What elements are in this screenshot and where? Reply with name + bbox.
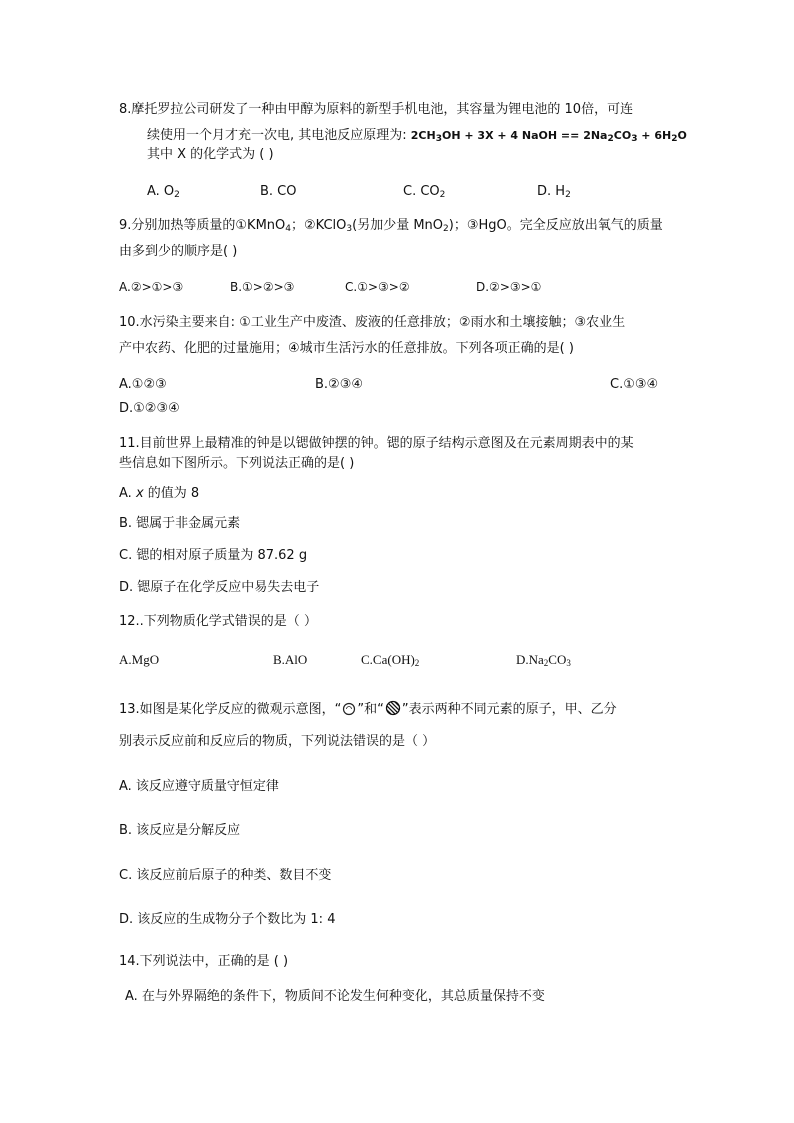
striped-atom-icon: [385, 700, 401, 721]
opt-sub: 2: [543, 658, 549, 668]
opt-sub: 2: [565, 190, 571, 200]
q9-stem-line2: 由多到少的顺序是( ): [119, 244, 238, 259]
opt-text: D. H: [537, 184, 566, 199]
q11-option-b[interactable]: B. 锶属于非金属元素: [119, 516, 241, 531]
opt-sub: 2: [414, 658, 420, 668]
q14-option-a[interactable]: A. 在与外界隔绝的条件下，物质间不论发生何种变化，其总质量保持不变: [125, 989, 545, 1004]
q10-option-a[interactable]: A.①②③: [119, 377, 167, 392]
eq-sub: 2: [671, 134, 678, 144]
q10-stem-line1: 10.水污染主要来自: ①工业生产中废渣、废液的任意排放；②雨水和土壤接触；③农业生: [119, 315, 626, 330]
q13-part: 13.如图是某化学反应的微观示意图，“: [119, 702, 342, 717]
eq-sub: 3: [435, 134, 442, 144]
q8-stem-line3: 其中 X 的化学式为 ( ): [147, 147, 274, 162]
q10-stem-line2: 产中农药、化肥的过量施用；④城市生活污水的任意排放。下列各项正确的是( ): [119, 341, 574, 356]
q10-option-b[interactable]: B.②③④: [315, 377, 364, 392]
q12-option-c[interactable]: [361, 652, 419, 668]
opt-sub: 2: [439, 190, 446, 200]
q13-option-d[interactable]: D. 该反应的生成物分子个数比为 1: 4: [119, 912, 336, 927]
q13-option-b[interactable]: B. 该反应是分解反应: [119, 823, 241, 838]
q8-option-a[interactable]: [147, 184, 180, 200]
q9-stem-line1: [119, 218, 663, 234]
q8-stem-line2: [147, 128, 687, 144]
q9-sub: 2: [443, 224, 449, 234]
opt-text: A.: [119, 486, 136, 501]
opt-text: CO: [548, 652, 567, 667]
q11-option-c[interactable]: C. 锶的相对原子质量为 87.62 g: [119, 548, 308, 563]
q11-option-d[interactable]: D. 锶原子在化学反应中易失去电子: [119, 580, 320, 595]
eq-sub: 3: [631, 134, 638, 144]
q14-stem: 14.下列说法中，正确的是 ( ): [119, 954, 289, 969]
eq-part: + 6H: [637, 129, 672, 142]
q11-stem-line2: 些信息如下图所示。下列说法正确的是( ): [119, 456, 355, 471]
q8-option-b[interactable]: B. CO: [260, 184, 297, 199]
q13-option-a[interactable]: A. 该反应遵守质量守恒定律: [119, 779, 279, 794]
q10-option-c[interactable]: C.①③④: [610, 377, 659, 392]
opt-text: 的值为 8: [143, 486, 200, 501]
eq-sub: 2: [607, 134, 614, 144]
opt-text: D.Na: [516, 652, 544, 667]
q9-part: ；②KClO: [291, 218, 347, 233]
q9-sub: 4: [285, 224, 292, 234]
opt-text: A. O: [147, 184, 175, 199]
q13-stem-line2: 别表示反应前和反应后的物质，下列说法错误的是（ ）: [119, 734, 436, 749]
q9-sub: 3: [346, 224, 353, 234]
q11-option-a[interactable]: [119, 486, 199, 502]
q10-option-d[interactable]: D.①②③④: [119, 401, 180, 416]
q9-option-a[interactable]: A.②>①>③: [119, 280, 184, 294]
q8-option-d[interactable]: [537, 184, 571, 200]
q9-option-c[interactable]: C.①>③>②: [345, 280, 410, 294]
q12-option-b[interactable]: B.AlO: [273, 652, 308, 667]
q8-stem-line1: 8.摩托罗拉公司研发了一种由甲醇为原料的新型手机电池，其容量为锂电池的 10倍，可连: [119, 102, 634, 117]
opt-text: C.Ca(OH): [361, 652, 415, 667]
eq-part: O: [677, 129, 687, 142]
q8-line2-prefix: 续使用一个月才充一次电, 其电池反应原理为:: [147, 128, 411, 143]
opt-text: C. CO: [403, 184, 440, 199]
q12-option-a[interactable]: A.MgO: [119, 652, 160, 667]
eq-part: 2CH: [410, 129, 436, 142]
q13-part: ”表示两种不同元素的原子，甲、乙分: [401, 702, 617, 717]
q9-option-d[interactable]: D.②>③>①: [476, 280, 542, 294]
q13-part: ”和“: [357, 702, 384, 717]
q13-option-c[interactable]: C. 该反应前后原子的种类、数目不变: [119, 868, 332, 883]
q9-part: )；③HgO。完全反应放出氧气的质量: [448, 218, 663, 233]
opt-sub: 2: [174, 190, 180, 200]
q9-option-b[interactable]: B.①>②>③: [230, 280, 295, 294]
q13-stem-line1: [119, 700, 617, 721]
q9-part: (另加少量 MnO: [352, 218, 444, 233]
q8-equation: [411, 129, 687, 142]
opt-variable: x: [135, 486, 144, 501]
eq-part: OH + 3X + 4 NaOH == 2Na: [441, 129, 608, 142]
q11-stem-line1: 11.目前世界上最精准的钟是以锶做钟摆的钟。锶的原子结构示意图及在元素周期表中的某: [119, 436, 634, 451]
white-atom-icon: [342, 702, 356, 721]
q9-part: 9.分别加热等质量的①KMnO: [119, 218, 286, 233]
q12-option-d[interactable]: [516, 652, 571, 668]
opt-sub: 3: [566, 658, 571, 668]
q8-option-c[interactable]: [403, 184, 445, 200]
q12-stem: 12..下列物质化学式错误的是（ ）: [119, 614, 317, 629]
eq-part: CO: [613, 129, 632, 142]
